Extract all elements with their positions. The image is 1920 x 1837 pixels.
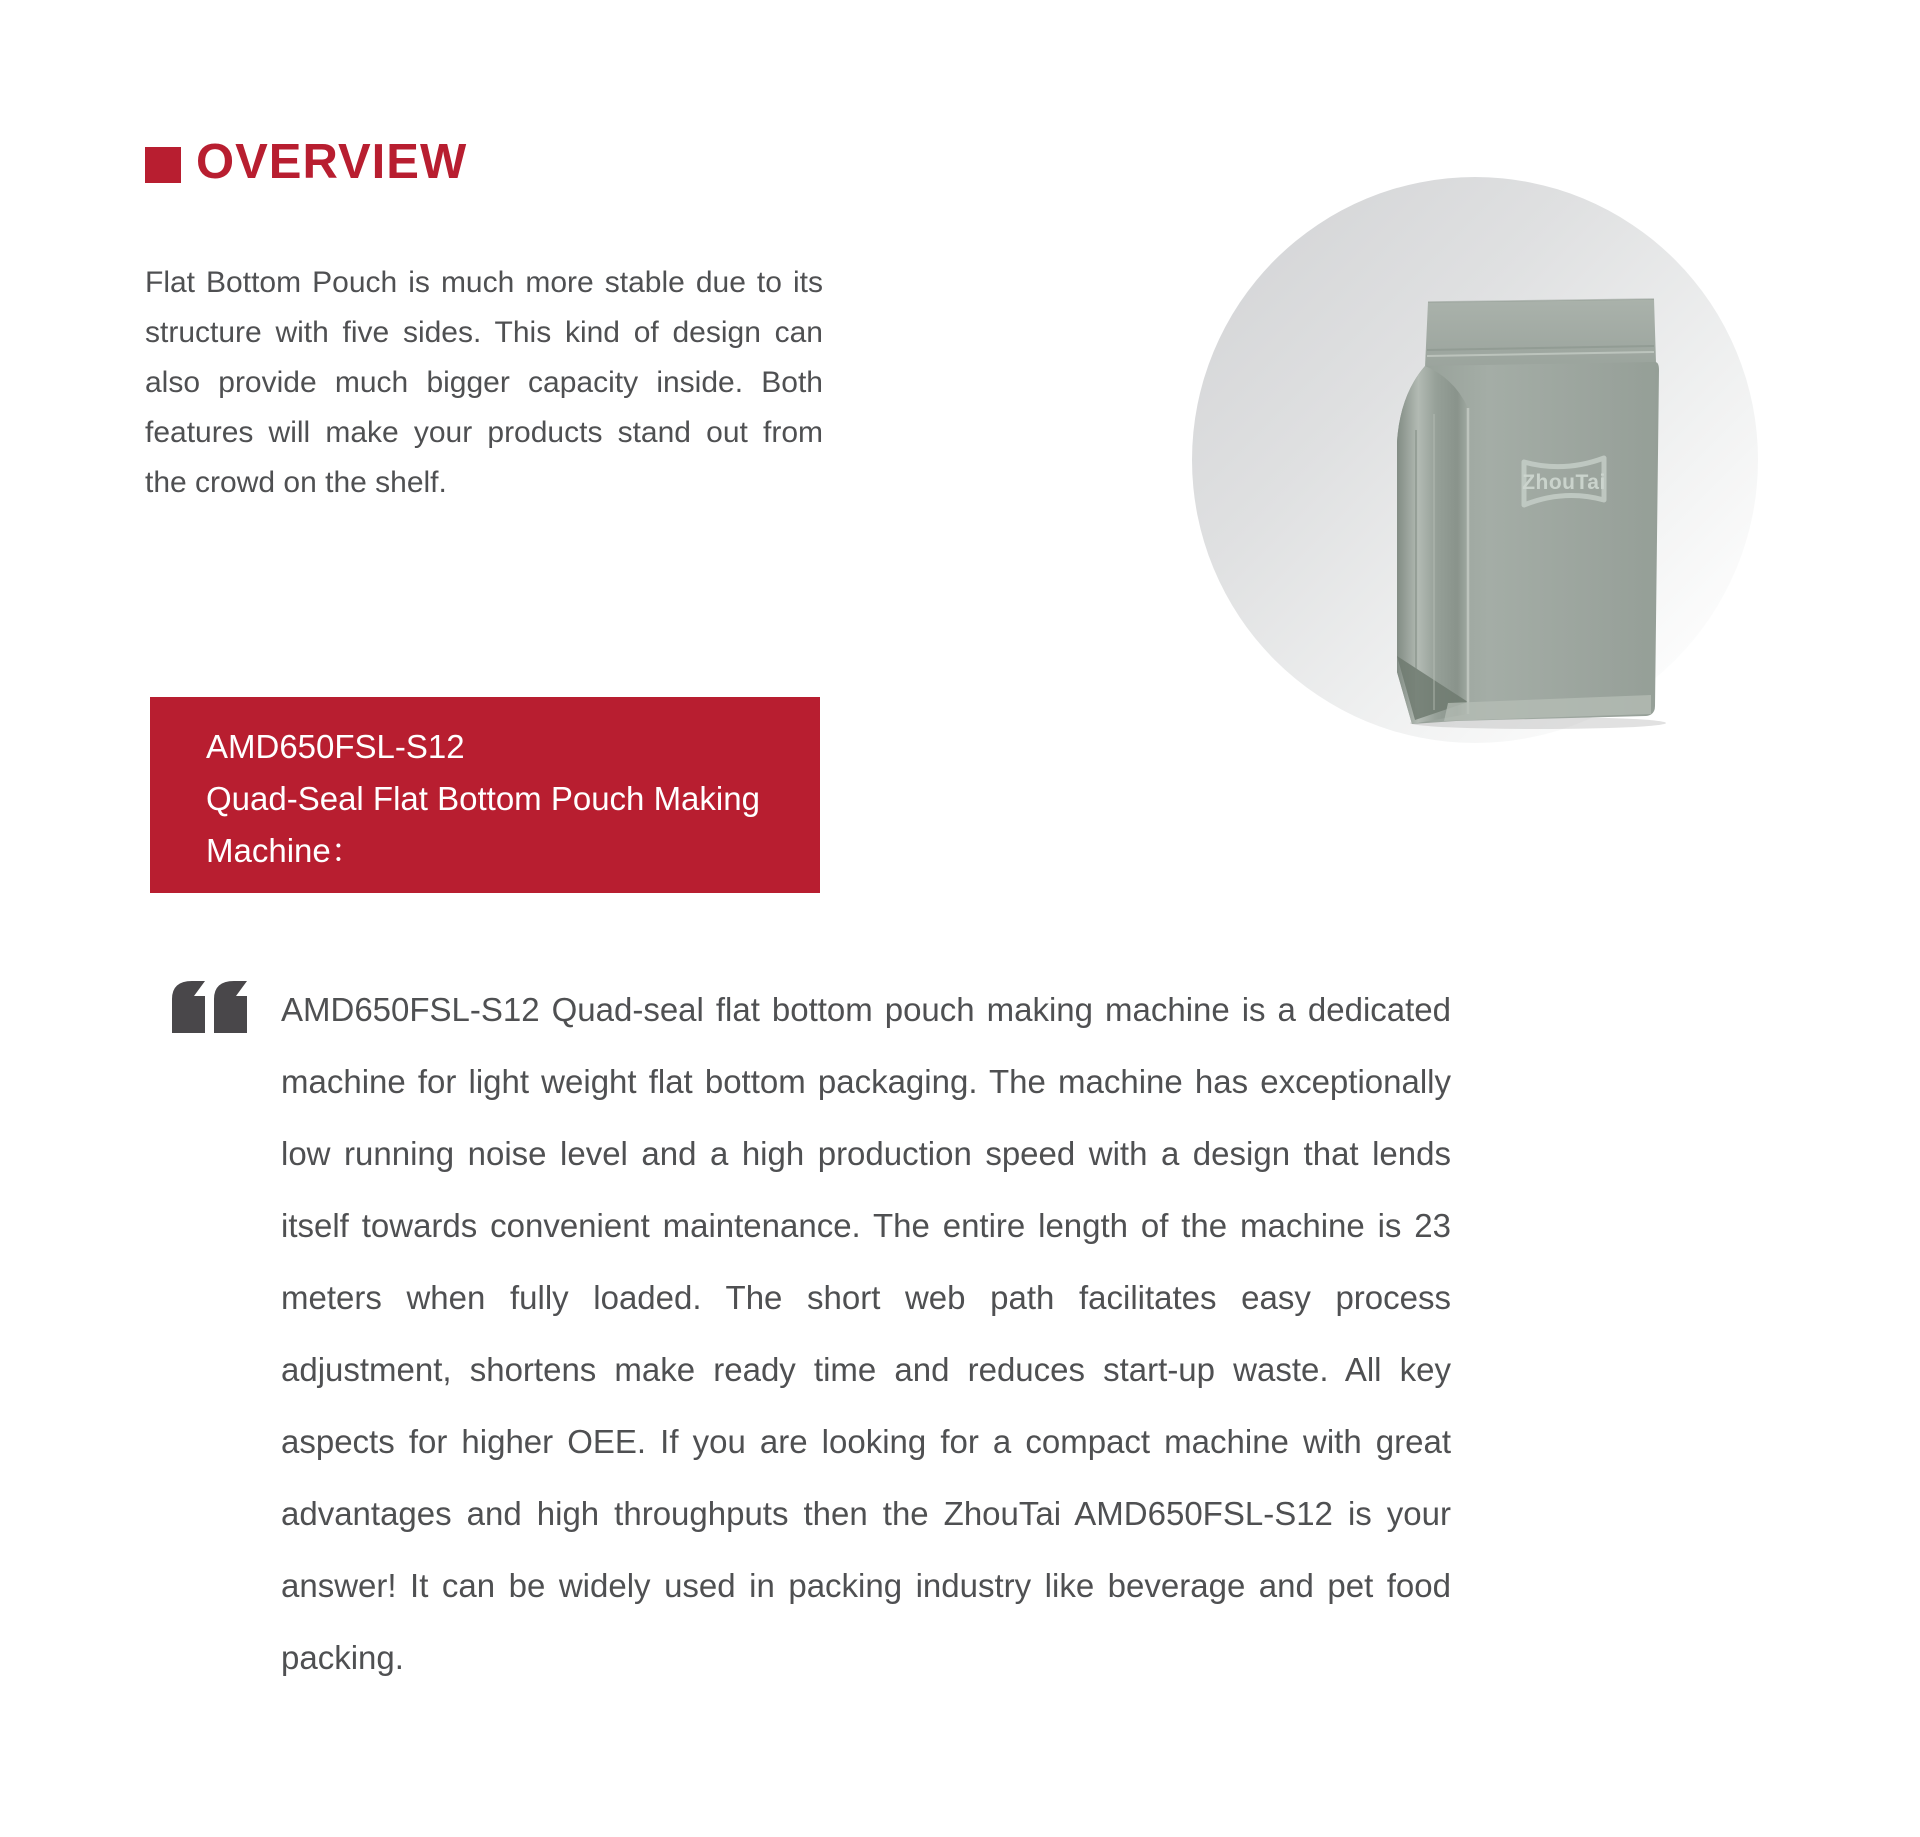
overview-section-header <box>145 135 468 189</box>
intro-paragraph: Flat Bottom Pouch is much more stable due to its structure with five sides. This kind of design can also provide much bigger capacity inside. Both features will make your products stand out from the crowd on the shelf. <box>145 266 823 499</box>
banner-model: AMD650FSL-S12 <box>206 728 465 765</box>
product-banner <box>150 697 820 893</box>
quote-mark-icon <box>172 981 248 1038</box>
section-title: OVERVIEW <box>196 135 468 189</box>
banner-name-line1: Quad-Seal Flat Bottom Pouch Making <box>206 780 760 817</box>
section-marker-square <box>145 147 181 183</box>
quote-paragraph: AMD650FSL-S12 Quad-seal flat bottom pouch making machine is a dedicated machine for light weight flat bottom packaging. The machine has exceptionally low running noise level and a high production speed with a design that lends itself towards convenient maintenance. The entire length of the machine is 23 meters when fully loaded. The short web path facilitates easy process adjustment, shortens make ready time and reduces start-up waste. All key aspects for higher OEE. If you are looking for a compact machine with great advantages and high throughputs then the ZhouTai AMD650FSL-S12 is your answer! It can be widely used in packing industry like beverage and pet food packing. <box>281 991 1451 1676</box>
pouch-svg <box>1388 290 1668 730</box>
quote-mark-svg <box>172 981 248 1033</box>
pouch-top-fold <box>1425 299 1656 367</box>
brand-logo-text: ZhouTai <box>1522 471 1606 494</box>
banner-name-line2: Machine： <box>206 832 364 869</box>
pouch-illustration <box>1388 290 1668 730</box>
